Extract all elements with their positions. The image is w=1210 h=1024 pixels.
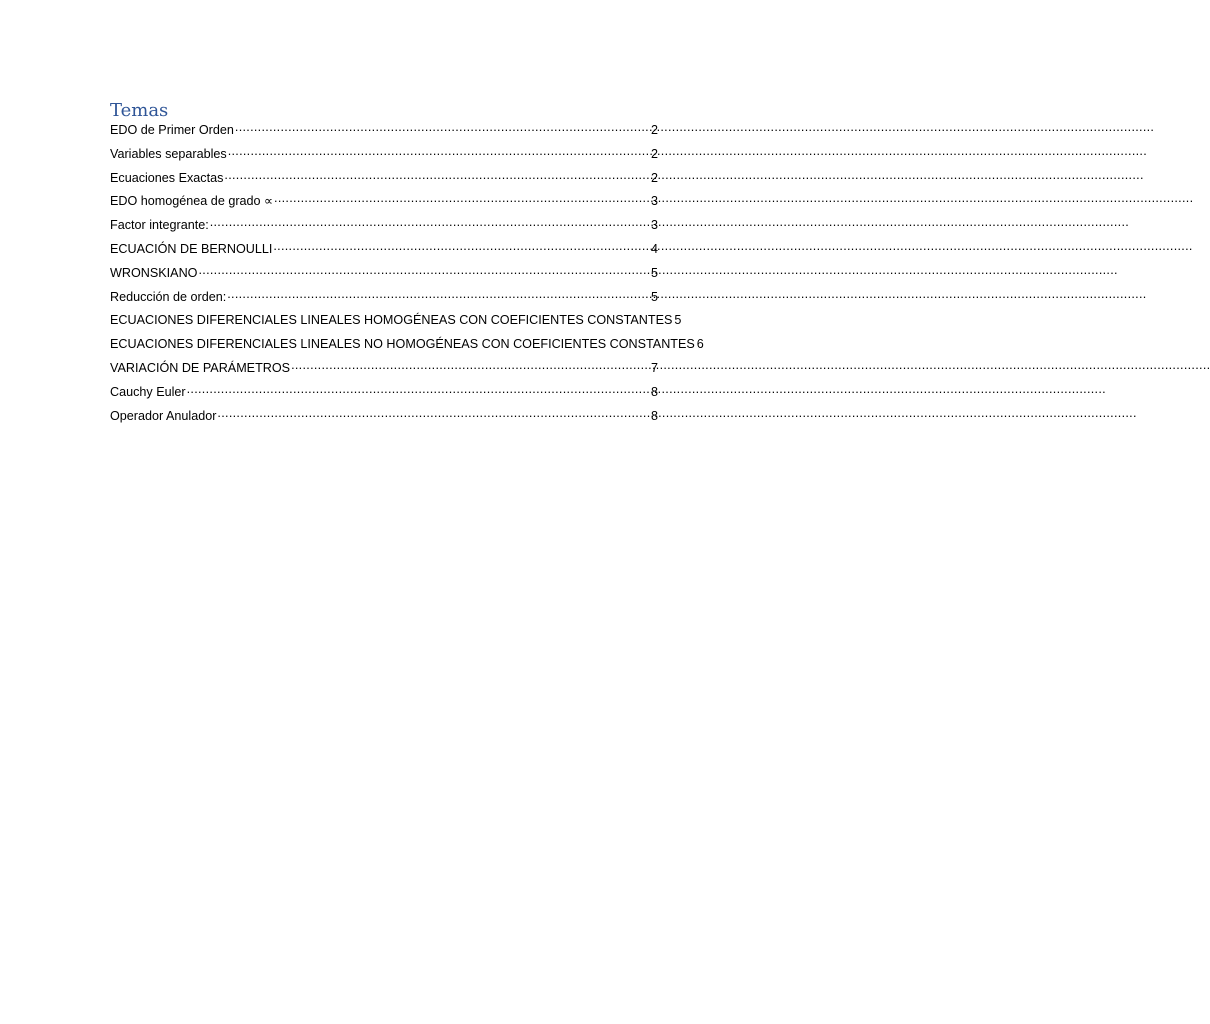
toc-entry-label: EDO de Primer Orden <box>110 123 234 137</box>
toc-entry-label: ECUACIÓN DE BERNOULLI <box>110 241 273 256</box>
toc-entry[interactable] <box>110 382 658 406</box>
toc-entry[interactable] <box>110 358 658 382</box>
toc-entry[interactable] <box>110 287 658 311</box>
toc-entry-page: 3 <box>650 194 658 209</box>
toc-dot-leader <box>224 168 650 182</box>
toc-entry-label: Factor integrante: <box>110 218 209 233</box>
toc-entry-page: 5 <box>650 289 658 304</box>
toc-entry-label: Operador Anulador <box>110 408 217 423</box>
toc-entry[interactable] <box>110 239 658 263</box>
toc-dot-leader <box>227 287 650 301</box>
toc-entry-page: 4 <box>650 241 658 256</box>
toc-entry[interactable] <box>110 310 682 334</box>
toc-entry-page: 8 <box>650 384 658 399</box>
toc-entry-page: 2 <box>650 170 658 185</box>
toc-entry-label: Cauchy Euler <box>110 384 186 399</box>
toc-entry-page: 2 <box>650 123 658 137</box>
toc-entry-page: 5 <box>650 265 658 280</box>
toc-dot-leader <box>198 263 650 277</box>
toc-entry-label: VARIACIÓN DE PARÁMETROS <box>110 360 291 375</box>
toc-dot-leader <box>217 406 650 420</box>
toc-dot-leader <box>210 215 650 229</box>
toc-dot-leader <box>273 239 650 253</box>
toc-entry[interactable] <box>110 215 658 239</box>
toc-entry[interactable] <box>110 263 658 287</box>
toc-title: Temas <box>110 100 169 121</box>
toc-entry-label: ECUACIONES DIFERENCIALES LINEALES HOMOGÉNEAS CON COEFICIENTES CONSTANTES <box>110 313 673 328</box>
toc-entry-page: 3 <box>650 218 658 233</box>
toc-entry[interactable] <box>110 334 704 358</box>
toc-entry-label: ECUACIONES DIFERENCIALES LINEALES NO HOMOGÉNEAS CON COEFICIENTES CONSTANTES <box>110 337 695 352</box>
toc-dot-leader <box>187 382 650 396</box>
toc-entry-label: WRONSKIANO <box>110 265 198 280</box>
toc-entry[interactable] <box>110 168 658 192</box>
toc-entry[interactable] <box>110 120 658 144</box>
toc-entry[interactable] <box>110 191 658 215</box>
toc-entry-page: 8 <box>650 408 658 423</box>
toc-entry-page: 7 <box>650 360 658 375</box>
toc-entry-page: 2 <box>650 146 658 161</box>
table-of-contents <box>110 100 704 429</box>
toc-entry-label: Reducción de orden: <box>110 289 227 304</box>
toc-list <box>110 120 704 429</box>
toc-entry-label: EDO homogénea de grado ∝ <box>110 194 274 209</box>
toc-entry-label: Ecuaciones Exactas <box>110 170 224 185</box>
toc-dot-leader <box>274 191 650 205</box>
toc-entry-page: 5 <box>674 313 682 328</box>
toc-entry[interactable] <box>110 406 658 430</box>
toc-dot-leader <box>228 144 650 158</box>
toc-entry[interactable] <box>110 144 658 168</box>
toc-dot-leader <box>235 120 650 134</box>
toc-entry-page: 6 <box>696 337 704 352</box>
toc-entry-label: Variables separables <box>110 146 227 161</box>
toc-dot-leader <box>291 358 650 372</box>
